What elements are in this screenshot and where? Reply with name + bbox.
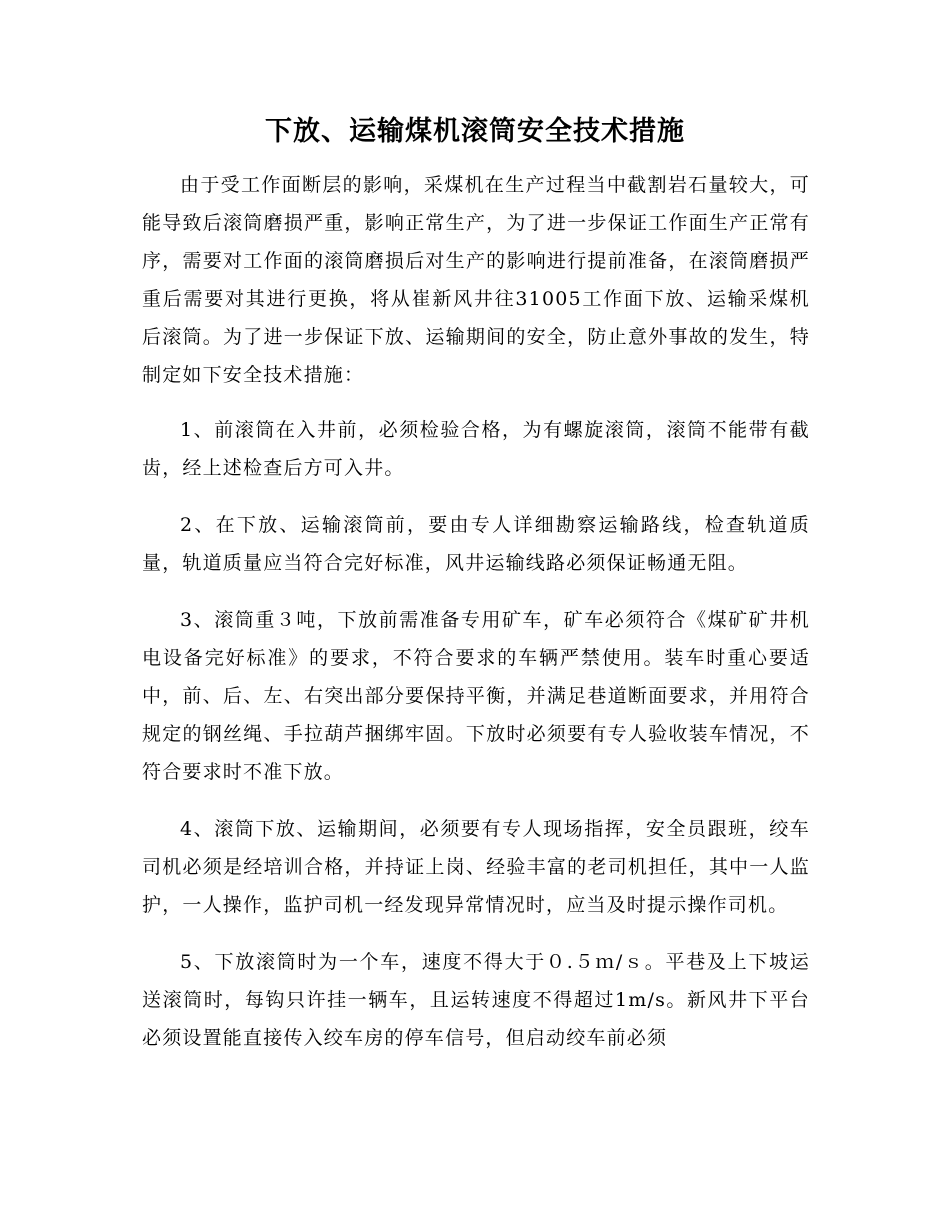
measure-paragraph-3: 3、滚筒重３吨，下放前需准备专用矿车，矿车必须符合《煤矿矿井机电设备完好标准》的要求，不符合要求的车辆严禁使用。装车时重心要适中，前、后、左、右突出部分要保持平衡，并满足巷道断面要求，并用符合规定的钢丝绳、手拉葫芦捆绑牢固。下放时必须要有专人验收装车情况，不符合要求时不准下放。 — [142, 609, 810, 783]
document-title: 下放、运输煤机滚筒安全技术措施 — [265, 116, 685, 147]
measure-paragraph-2: 2、在下放、运输滚筒前，要由专人详细勘察运输路线，检查轨道质量，轨道质量应当符合完好标准，风井运输线路必须保证畅通无阻。 — [142, 514, 810, 574]
measure-paragraph-5: 5、下放滚筒时为一个车，速度不得大于０.５ｍ/ｓ。平巷及上下坡运送滚筒时，每钩只许挂一辆车，且运转速度不得超过1m/s。新风井下平台必须设置能直接传入绞车房的停车信号，但启动绞车前必须 — [142, 951, 810, 1049]
measure-paragraph-4: 4、滚筒下放、运输期间，必须要有专人现场指挥，安全员跟班，绞车司机必须是经培训合格，并持证上岗、经验丰富的老司机担任，其中一人监护，一人操作，监护司机一经发现异常情况时，应当及时提示操作司机。 — [142, 818, 810, 916]
document-body — [142, 166, 810, 1076]
intro-paragraph: 由于受工作面断层的影响，采煤机在生产过程当中截割岩石量较大，可能导致后滚筒磨损严重，影响正常生产，为了进一步保证工作面生产正常有序，需要对工作面的滚筒磨损后对生产的影响进行提前准备，在滚筒磨损严重后需要对其进行更换，将从崔新风井往31005工作面下放、运输采煤机后滚筒。为了进一步保证下放、运输期间的安全，防止意外事故的发生，特制定如下安全技术措施： — [142, 174, 810, 386]
measure-paragraph-1: 1、前滚筒在入井前，必须检验合格，为有螺旋滚筒，滚筒不能带有截齿，经上述检查后方可入井。 — [142, 419, 810, 479]
